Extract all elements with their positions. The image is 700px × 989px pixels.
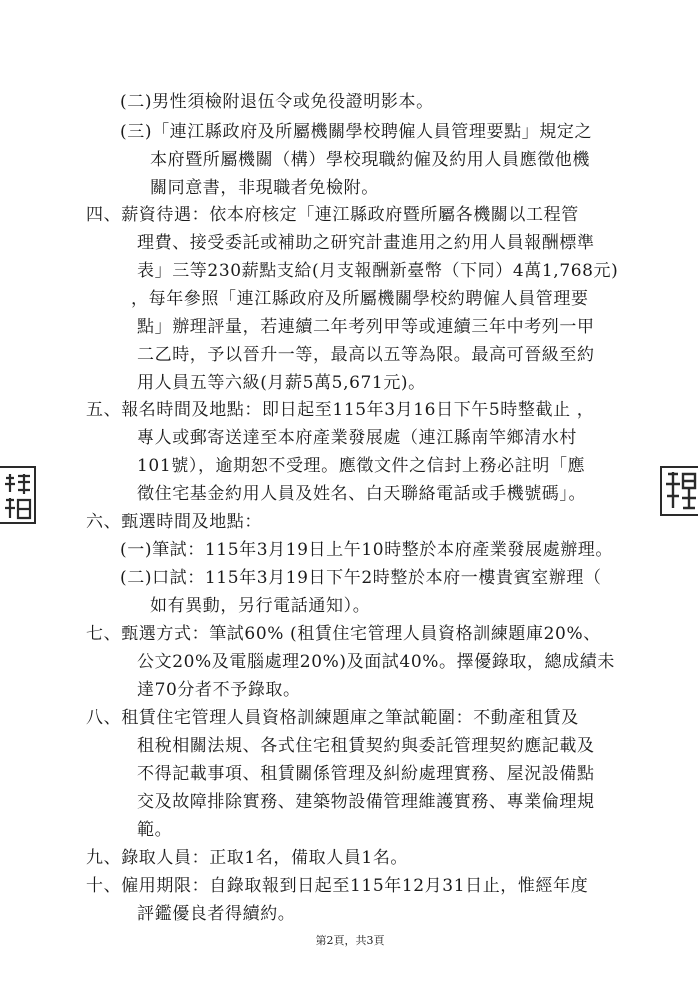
page-number: 第2頁，共3頁 — [315, 934, 385, 947]
text-line: 七、甄選方式：筆試60% (租賃住宅管理人員資格訓練題庫20%、 — [86, 624, 601, 644]
text-line: 理費、接受委託或補助之研究計畫進用之約用人員報酬標準 — [137, 233, 595, 253]
text-line: 用人員五等六級(月薪5萬5,671元)。 — [137, 373, 426, 393]
text-line: 專人或郵寄送達至本府產業發展處（連江縣南竿鄉清水村 — [137, 428, 577, 448]
text-line: 徵住宅基金約用人員及姓名、白天聯絡電話或手機號碼」。 — [137, 484, 587, 504]
text-line: ，每年參照「連江縣政府及所屬機關學校約聘僱人員管理要 — [131, 289, 589, 309]
seal-stamp-left — [0, 466, 36, 524]
text-line: 評鑑優良者得續約。 — [137, 904, 296, 924]
text-line: 九、錄取人員：正取1名，備取人員1名。 — [86, 848, 409, 868]
text-line: 如有異動，另行電話通知）。 — [150, 596, 371, 616]
text-line: 公文20%及電腦處理20%)及面試40%。擇優錄取，總成績未 — [137, 652, 615, 672]
text-line: 點」辦理評量，若連續二年考列甲等或連續三年中考列一甲 — [137, 317, 595, 337]
text-line: (二)口試：115年3月19日下午2時整於本府一樓貴賓室辦理（ — [120, 568, 602, 588]
text-line: 二乙時，予以晉升一等，最高以五等為限。最高可晉級至約 — [137, 345, 595, 365]
text-line: 交及故障排除實務、建築物設備管理維護實務、專業倫理規 — [137, 792, 595, 812]
text-line: 範。 — [137, 820, 173, 840]
text-line: 六、甄選時間及地點： — [86, 512, 262, 532]
text-line: 租稅相關法規、各式住宅租賃契約與委託管理契約應記載及 — [137, 736, 595, 756]
text-line: 達70分者不予錄取。 — [137, 680, 301, 700]
text-line: 表」三等230薪點支給(月支報酬新臺幣（下同）4萬1,768元) — [137, 261, 619, 281]
text-line: 關同意書，非現職者免檢附。 — [150, 178, 379, 198]
text-line: 五、報名時間及地點：即日起至115年3月16日下午5時整截止 ， — [86, 400, 595, 420]
seal-stamp-right — [660, 466, 698, 516]
text-line: 十、僱用期限：自錄取報到日起至115年12月31日止，惟經年度 — [86, 876, 589, 896]
text-line: (二)男性須檢附退伍令或免役證明影本。 — [120, 92, 434, 112]
text-line: 八、租賃住宅管理人員資格訓練題庫之筆試範圍：不動產租賃及 — [86, 708, 579, 728]
text-line: 本府暨所屬機關（構）學校現職約僱及約用人員應徵他機 — [150, 150, 590, 170]
text-line: 不得記載事項、租賃關係管理及糾紛處理實務、屋況設備點 — [137, 764, 595, 784]
text-line: (一)筆試：115年3月19日上午10時整於本府產業發展處辦理。 — [120, 540, 613, 560]
text-line: 101號），逾期恕不受理。應徵文件之信封上務必註明「應 — [137, 456, 586, 476]
text-line: (三)「連江縣政府及所屬機關學校聘僱人員管理要點」規定之 — [120, 122, 593, 142]
text-line: 四、薪資待遇：依本府核定「連江縣政府暨所屬各機關以工程管 — [86, 205, 579, 225]
